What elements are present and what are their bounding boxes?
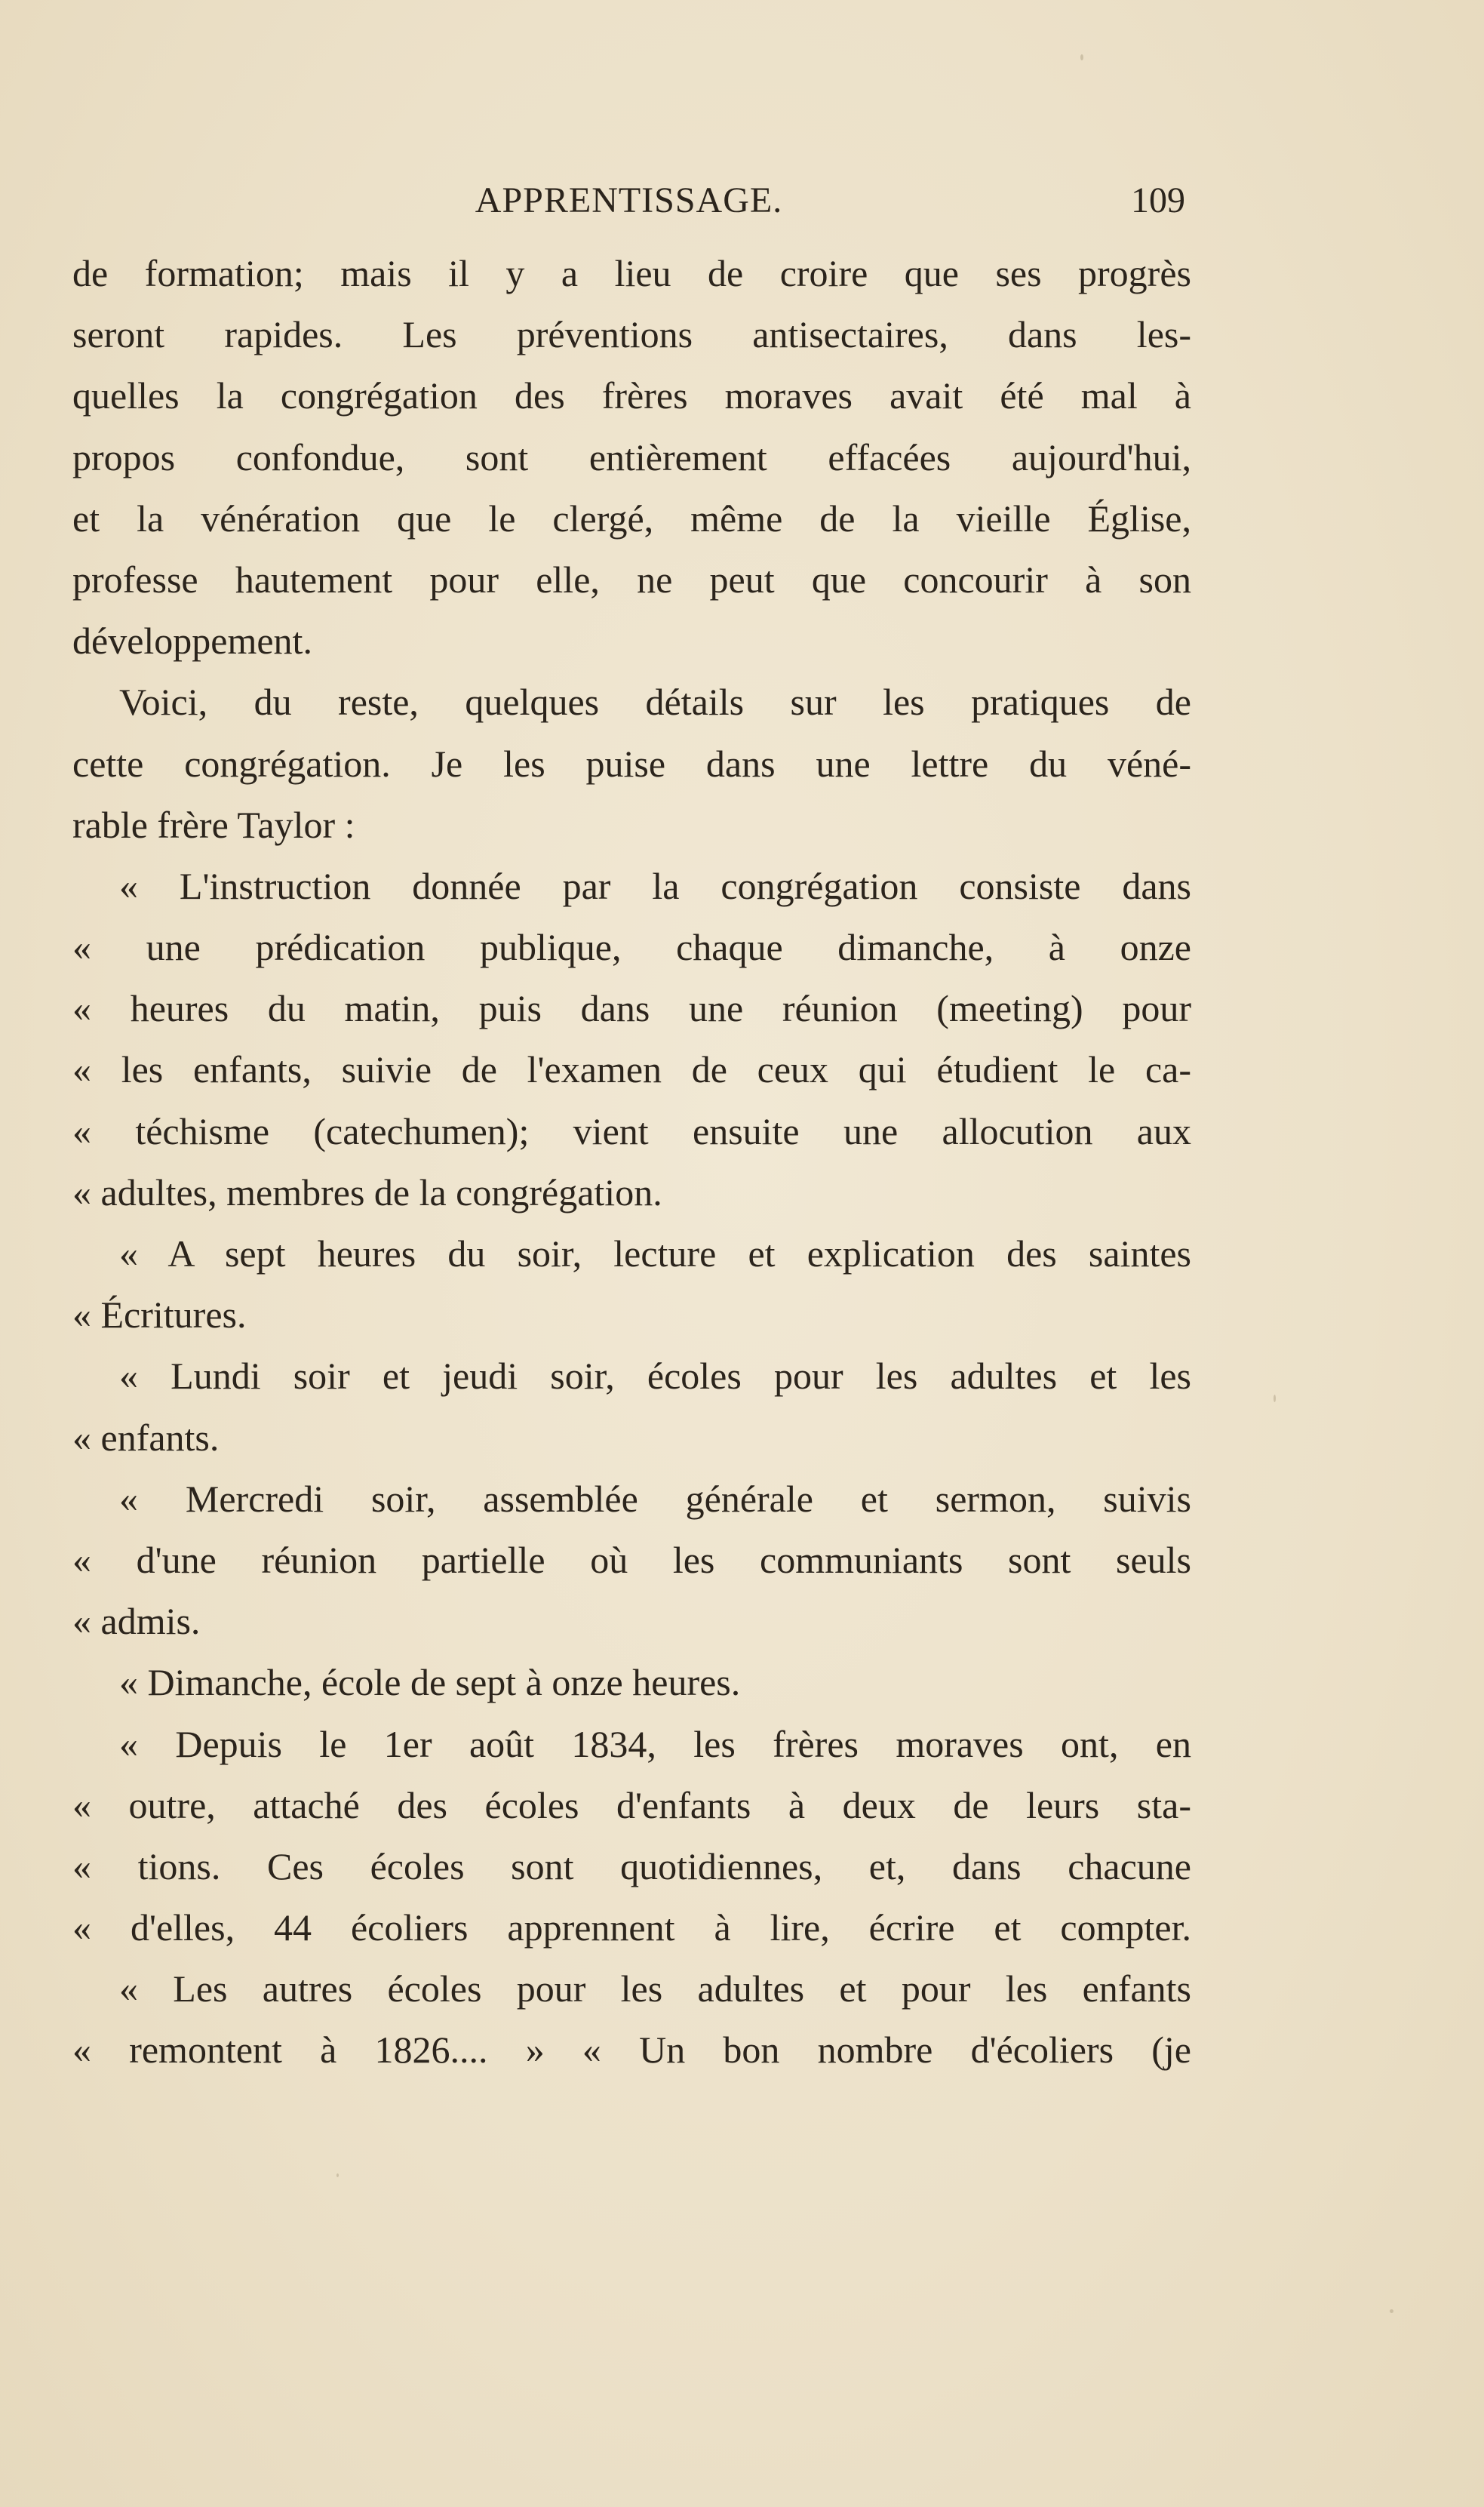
quote-line: « d'elles, 44 écoliers apprennent à lire, écrire et compter.	[72, 1906, 1191, 1949]
paper-speck	[1390, 2309, 1393, 2313]
quote-line: « outre, attaché des écoles d'enfants à deux de leurs sta-	[72, 1783, 1191, 1826]
page-number: 109	[1131, 180, 1185, 220]
text-line: professe hautement pour elle, ne peut que concourir à son	[72, 558, 1191, 601]
quote-line: « Les autres écoles pour les adultes et pour les enfants	[119, 1967, 1191, 2010]
text-line: et la vénération que le clergé, même de la vieille Église,	[72, 497, 1191, 540]
text-line: Voici, du reste, quelques détails sur les pratiques de	[119, 681, 1191, 724]
paper-speck	[1274, 1395, 1276, 1402]
quote-line: « adultes, membres de la congrégation.	[72, 1170, 662, 1214]
quote-line: « A sept heures du soir, lecture et explication des saintes	[119, 1232, 1191, 1275]
text-line: quelles la congrégation des frères moraves avait été mal à	[72, 374, 1191, 417]
text-line: seront rapides. Les préventions antisectaires, dans les-	[72, 313, 1191, 356]
quote-line: « d'une réunion partielle où les communiants sont seuls	[72, 1538, 1191, 1581]
text-line: développement.	[72, 620, 312, 663]
quote-line: « téchisme (catechumen); vient ensuite une allocution aux	[72, 1109, 1191, 1152]
body-text	[72, 243, 1191, 2081]
quote-line: « Dimanche, école de sept à onze heures.	[119, 1661, 741, 1704]
quote-line: « Écritures.	[72, 1293, 247, 1337]
text-line: propos confondue, sont entièrement effacées aujourd'hui,	[72, 435, 1191, 478]
quote-line: « admis.	[72, 1600, 201, 1643]
quote-line: « Mercredi soir, assemblée générale et sermon, suivis	[119, 1477, 1191, 1520]
quote-line: « enfants.	[72, 1416, 220, 1459]
quote-line: « Depuis le 1er août 1834, les frères moraves ont, en	[119, 1722, 1191, 1765]
text-line: rable frère Taylor :	[72, 803, 355, 846]
quote-line: « tions. Ces écoles sont quotidiennes, et, dans chacune	[72, 1844, 1191, 1887]
page-header	[72, 180, 1185, 232]
quote-line: « heures du matin, puis dans une réunion (meeting) pour	[72, 987, 1191, 1030]
running-title: APPRENTISSAGE.	[475, 180, 783, 220]
text-line: de formation; mais il y a lieu de croire que ses progrès	[72, 252, 1191, 294]
paper-speck	[1080, 54, 1083, 60]
quote-line: « Lundi soir et jeudi soir, écoles pour les adultes et les	[119, 1355, 1191, 1398]
text-line: cette congrégation. Je les puise dans une lettre du véné-	[72, 742, 1191, 785]
paper-speck	[336, 2173, 339, 2177]
quote-line: « L'instruction donnée par la congrégation consiste dans	[119, 864, 1191, 907]
quote-line: « les enfants, suivie de l'examen de ceux qui étudient le ca-	[72, 1048, 1191, 1091]
quote-line: « remontent à 1826.... » « Un bon nombre d'écoliers (je	[72, 2029, 1191, 2072]
quote-line: « une prédication publique, chaque dimanche, à onze	[72, 926, 1191, 969]
